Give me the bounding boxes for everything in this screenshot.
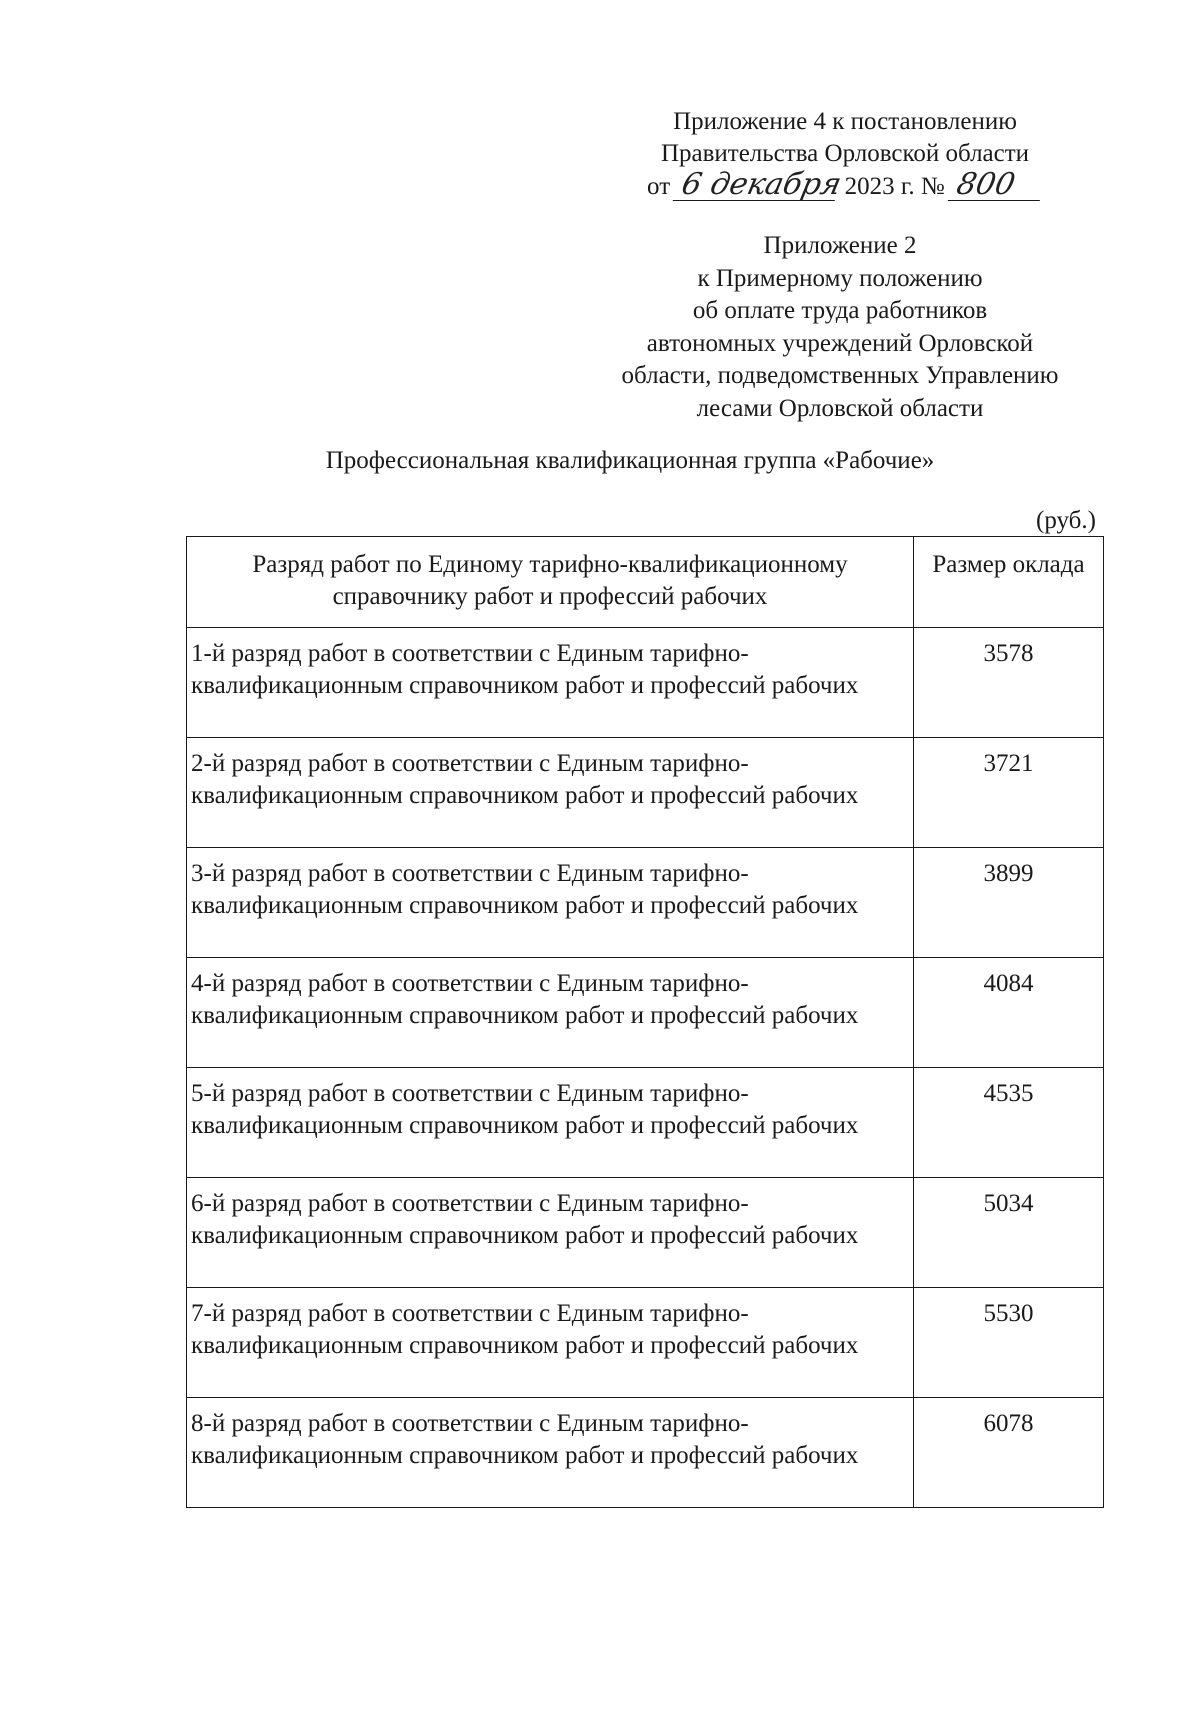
salary-cell: 5530 xyxy=(914,1288,1104,1398)
table-row xyxy=(187,958,1104,1068)
salary-cell: 4535 xyxy=(914,1068,1104,1178)
table-row xyxy=(187,1068,1104,1178)
appendix-line: к Примерному положению xyxy=(697,264,983,292)
currency-unit: (руб.) xyxy=(1036,507,1096,534)
year-text: 2023 г. № xyxy=(844,173,945,200)
salary-table xyxy=(186,536,1104,1508)
grade-cell: 3-й разряд работ в соответствии с Единым тарифно-квалификационным справочником работ и профессий рабочих xyxy=(187,848,914,958)
grade-cell: 1-й разряд работ в соответствии с Единым тарифно-квалификационным справочником работ и профессий рабочих xyxy=(187,628,914,738)
table-row xyxy=(187,848,1104,958)
table-row xyxy=(187,738,1104,848)
grade-cell: 8-й разряд работ в соответствии с Единым тарифно-квалификационным справочником работ и профессий рабочих xyxy=(187,1398,914,1508)
appendix-line: об оплате труда работников xyxy=(692,297,988,324)
approval-date-line xyxy=(620,167,1070,203)
approval-header xyxy=(620,106,1070,203)
table-title: Профессиональная квалификационная группа «Рабочие» xyxy=(325,447,935,474)
header-grade: Разряд работ по Единому тарифно-квалификационному справочнику работ и профессий рабочих xyxy=(187,537,914,628)
appendix-line: области, подведомственных Управлению xyxy=(621,362,1059,389)
appendix-line: лесами Орловской области xyxy=(696,394,984,422)
salary-cell: 5034 xyxy=(914,1178,1104,1288)
salary-cell: 4084 xyxy=(914,958,1104,1068)
approval-line-2: Правительства Орловской области xyxy=(660,140,1030,167)
grade-cell: 7-й разряд работ в соответствии с Единым тарифно-квалификационным справочником работ и профессий рабочих xyxy=(187,1288,914,1398)
approval-line-1: Приложение 4 к постановлению xyxy=(673,108,1017,135)
date-prefix: от xyxy=(647,173,671,200)
appendix-header xyxy=(580,230,1100,425)
table-row xyxy=(187,1288,1104,1398)
grade-cell: 4-й разряд работ в соответствии с Единым тарифно-квалификационным справочником работ и профессий рабочих xyxy=(187,958,914,1068)
grade-cell: 5-й разряд работ в соответствии с Единым тарифно-квалификационным справочником работ и профессий рабочих xyxy=(187,1068,914,1178)
handwritten-date: 6 декабря xyxy=(673,170,842,201)
salary-cell: 6078 xyxy=(914,1398,1104,1508)
appendix-line: Приложение 2 xyxy=(763,232,917,259)
handwritten-number: 800 xyxy=(948,170,1047,201)
salary-cell: 3578 xyxy=(914,628,1104,738)
grade-cell: 6-й разряд работ в соответствии с Единым тарифно-квалификационным справочником работ и профессий рабочих xyxy=(187,1178,914,1288)
table-row xyxy=(187,628,1104,738)
table-row xyxy=(187,1178,1104,1288)
appendix-line: автономных учреждений Орловской xyxy=(646,329,1034,357)
table-header-row xyxy=(187,537,1104,628)
table-row xyxy=(187,1398,1104,1508)
salary-cell: 3721 xyxy=(914,738,1104,848)
header-salary: Размер оклада xyxy=(914,537,1104,628)
grade-cell: 2-й разряд работ в соответствии с Единым тарифно-квалификационным справочником работ и профессий рабочих xyxy=(187,738,914,848)
salary-cell: 3899 xyxy=(914,848,1104,958)
